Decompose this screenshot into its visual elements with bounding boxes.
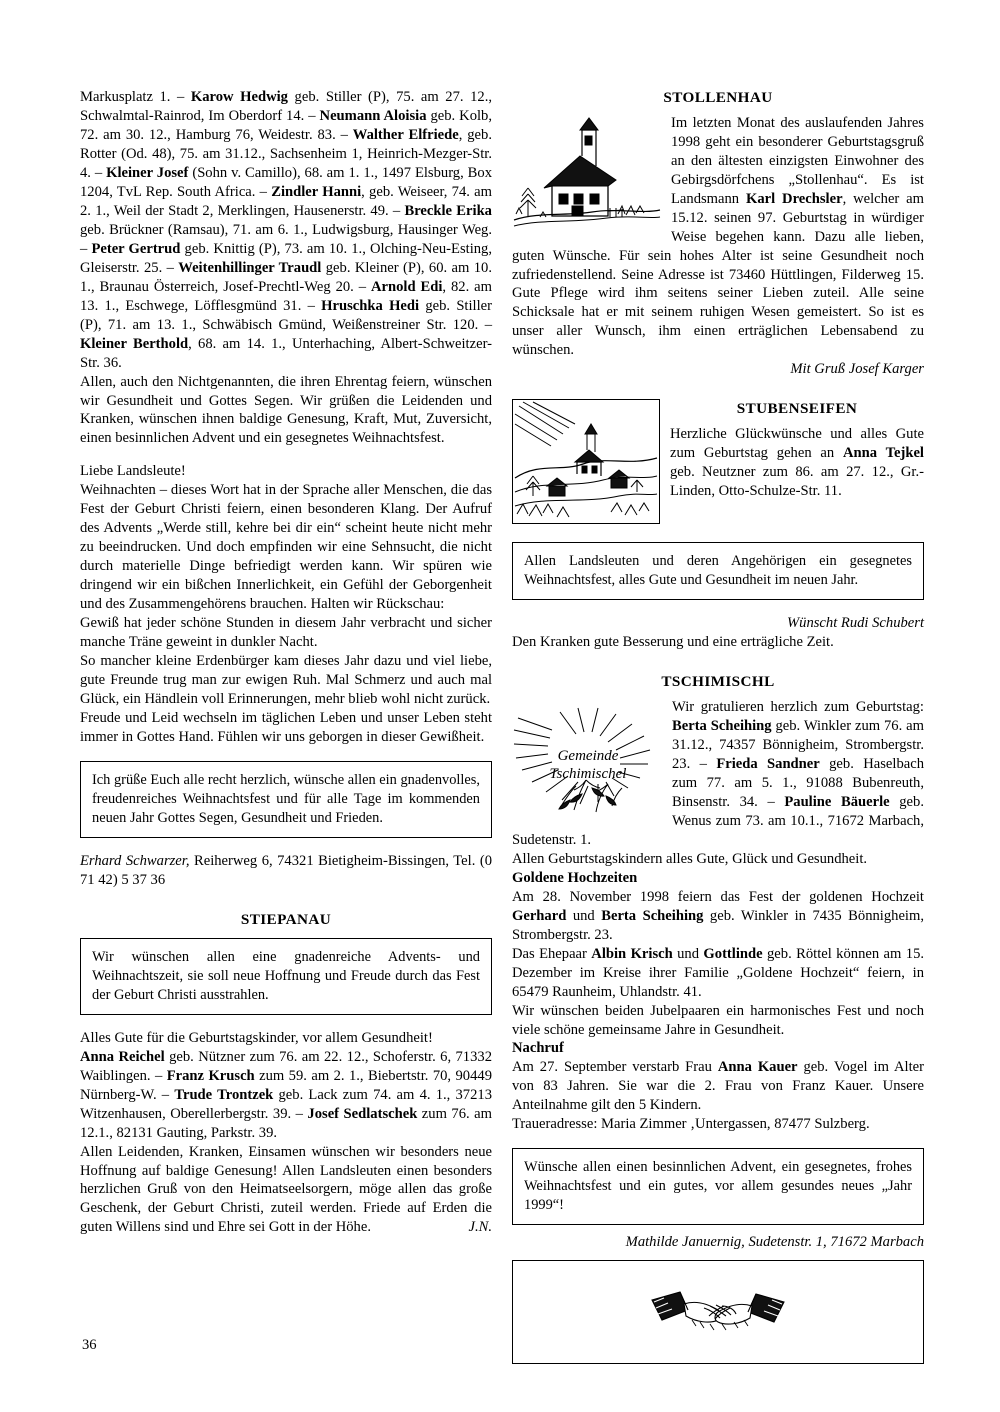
nachruf-text: Am 27. September verstarb Frau Anna Kauer geb. Vogel im Alter von 83 Jahren. Sie war die 2. Frau von Franz Kauer. Unsere Anteilnahme gilt den 5 Kindern. [512,1059,925,1114]
stiepanau-text-1: Alles Gute für die Geburtstagskinder, vor allem Gesundheit! [80,1029,433,1046]
wunscht-signature-name: Rudi Schubert [840,615,924,632]
kranken-line: Den Kranken gute Besserung und eine erträgliche Zeit. [512,634,834,651]
stubenseifen-text: Herzliche Glückwünsche und alles Gute zum Geburtstag gehen an Anna Tejkel geb. Neutzner zum 86. am 27. 12., Gr.-Linden, Otto-Schulze-Str. 11. [670,426,924,499]
stubenseifen-heading: STUBENSEIFEN [736,400,858,418]
community-seal-illustration [512,700,664,820]
goldene-text-1: Am 28. November 1998 feiern das Fest der goldenen Hochzeit Gerhard und Berta Scheihing geb. Winkler in 7435 Bönnigheim, Strombergstr. 23. [512,888,924,943]
landscape-illustration-frame [512,399,660,524]
final-signature [512,1233,924,1252]
seal-text-line2: Tschimischel [549,766,627,783]
tschimischl-text: Wir gratulieren herzlich zum Geburtstag: Berta Scheihing geb. Winkler zum 76. am 31.12., 74357 Bönnigheim, Strombergstr. 23. – Frieda Sandner geb. Haselbach zum 77. am 5. 1., 91088 Bubenreuth, Binsenstr. 34. – Pauline Bäuerle geb. Wenus zum 73. am 10.1., 71672 Marbach, Sudetenstr. 1. [512,699,925,848]
stiepanau-birthdays: Anna Reichel geb. Nützner zum 76. am 22. 12., Schoferstr. 6, 71332 Waiblingen. – Franz Krusch zum 59. am 2. 1., Biebertstr. 70, 90449 Nürnberg-W. – Trude Trontzek geb. Lack zum 74. am 4. 1., 37213 Witzenhausen, Oberellerbergstr. 39. – Josef Sedlatschek zum 76. am 12.1., 82131 Gauting, Parkstr. 39. [80,1048,492,1141]
stollenhau-text-1: Im letzten Monat des auslaufenden Jahres 1998 geht ein besonderer Geburtstagsgruß an den ältesten einzigsten Einwohner des Gebirgsdörfchens „Stollenhau“. Es ist Landsmann Karl Drechsler, welcher am 15.12. seinen 97. Geburtstag in würdiger Weise begehen kann. Dazu alle lieben, guten Wünsche. Für sein hohes Alter ist seine Gesundheit noch zufriedenstellend. Seine Adresse ist 73460 Hüttlingen, Filderweg 15. Gute Pflege wird ihm seitens seiner Lieben zuteil. Alle seine Schicksale hat er mit seinem ruhigen Wesen gemeistert. So ist es unser aller Wunsch, ihm einen erträglichen Lebensabend zu wünschen. [512,114,924,359]
tschimischl-heading: TSCHIMISCHL [661,673,775,691]
advent-text-4: Freude und Leid wechseln im täglichen Leben und unser Leben steht immer in Gottes Hand. Fühlen wir uns geborgen in dieser Gewißheit. [80,710,492,745]
final-signature-name: Mathilde Januernig, [625,1234,745,1251]
obituary-list: Markusplatz 1. – Karow Hedwig geb. Stiller (P), 75. am 27. 12., Schwalmtal-Rainrod, Im Oberdorf 14. – Neumann Aloisia geb. Kolb, 72. am 30. 12., Hamburg 76, Weidestr. 83. – Walther Elfriede, geb. Rotter (Od. 48), 75. am 31.12., Sachsenheim 1, Heinrich-Mezger-Str. 4. – Kleiner Josef (Sohn v. Camillo), 68. am 1. 1., 1497 Elsburg, Box 1204, TvL Rep. South Africa. – Zindler Hanni, geb. Weiseer, 74. am 2. 1., Weil der Stadt 2, Merklingen, Hausenerstr. 49. – Breckle Erika geb. Brückner (Ramsau), 71. am 6. 1., Ludwigsburg, Hausinger Weg. – Peter Gertrud geb. Knittig (P), 73. am 10. 1., Olching-Neu-Esting, Gleiserstr. 25. – Weitenhillinger Traudl geb. Kleiner (P), 60. am 10. 1., Braunau Österreich, Josef-Prechtl-Weg 20. – Arnold Edi, 82. am 13. 1., Eschwege, Löfflesgmünd 31. – Hruschka Hedi geb. Stiller (P), 71. am 13. 1., Schwäbisch Gmünd, Weißenstreiner Str. 120. – Kleiner Berthold, 68. am 14. 1., Unterhaching, Albert-Schweitzer-Str. 36. [80,89,493,371]
handshake-illustration-frame [512,1260,924,1364]
wunscht-signature [512,614,924,633]
signature-address: Erhard Schwarzer, Reiherweg 6, 74321 Bietigheim-Bissingen, Tel. (0 71 42) 5 37 36 [80,852,492,888]
stiepanau-text-2 [80,1143,492,1238]
stollenhau-signature-prefix: Mit Gruß [790,361,849,378]
greeting-box: Ich grüße Euch alle recht herzlich, wünsche allen ein gnadenvolles, freudenreiches Weihnachtsfest und für alle Tage im kommenden neuen Jahr Gottes Segen, Gesundheit und Frieden. [80,761,492,838]
seal-text-line1: Gemeinde [557,748,619,765]
stollenhau-signature [512,360,924,379]
advent-text-3: So mancher kleine Erdenbürger kam dieses Jahr dazu und viel liebe, gute Freunde trug man zur ewigen Ruh. Mal Schmerz und auch mal Glück, ein Händlein voll Erinnerungen, mehr blieb wohl nicht zurück. [80,653,492,708]
stiepanau-box: Wir wünschen allen eine gnadenreiche Advents- und Weihnachtszeit, sie soll neue Hoffnung und Freude durch das Fest der Geburt Christi ausstrahlen. [80,938,492,1015]
stiepanau-heading: STIEPANAU [240,910,332,928]
right-column [512,88,924,1364]
page-number: 36 [82,1337,97,1353]
advent-text-1: Weihnachten – dieses Wort hat in der Sprache aller Menschen, die das Fest der Geburt Christi feiern, einen besonderen Klang. Der Aufruf des Advents „Werde still, kehre bei dir ein“ scheint heute nicht mehr zu beeindrucken. Und doch empfinden wir eine Sehnsucht, die nicht durch materielle Dinge befriedigt werden kann. Wir spüren wie dringend wir ein bißchen Innerlichkeit, ein Gefühl der Geborgenheit und des Zusammengehörens brauchen. Halten wir Rückschau: [80,482,492,613]
nachruf-heading: Nachruf [512,1040,564,1057]
church-village-illustration [512,116,662,236]
stiepanau-initials: J.N. [468,1219,492,1236]
goldene-text-2: Das Ehepaar Albin Krisch und Gottlinde geb. Röttel können am 15. Dezember im Kreise ihrer Familie „Goldene Hochzeit“ feiern, in 65479 Raunheim, Uhlandstr. 41. [512,945,925,1000]
goldene-hochzeiten-heading: Goldene Hochzeiten [512,869,638,886]
tschimischl-text-2: Allen Geburtstagskindern alles Gute, Glück und Gesundheit. [512,850,868,867]
wunscht-prefix: Wünscht [786,615,841,632]
greeting-paragraph: Allen, auch den Nichtgenannten, die ihren Ehrentag feiern, wünschen wir Gesundheit und Gottes Segen. Wir grüßen die Leidenden und Kranken, wünschen ihnen baldige Genesung, Kraft, Mut, Zuversicht, einen besinnlichen Advent und ein gesegnetes Weihnachtsfest. [80,373,492,447]
left-column [80,88,492,1237]
final-signature-rest: Sudetenstr. 1, 71672 Marbach [744,1234,924,1251]
wunsch-box: Wünsche allen einen besinnlichen Advent, ein gesegnetes, frohes Weihnachtsfest und ein gutes, vor allem gesundes neues „Jahr 1999“! [512,1148,924,1225]
stubenseifen-box: Allen Landsleuten und deren Angehörigen ein gesegnetes Weihnachtsfest, alles Gute und Gesundheit im neuen Jahr. [512,542,924,600]
advent-text-2: Gewiß hat jeder schöne Stunden in diesem Jahr verbracht und sicher manche Träne geweint in dunkler Nacht. [80,615,492,651]
stiepanau-text-2-body: Allen Leidenden, Kranken, Einsamen wünschen wir besonders neue Hoffnung auf baldige Genesung! Allen Landsleuten einen besonders herzlichen Gruß von den Heimatseelsorgern, möge allen das große Geschenk, der Geburt Christi, zuteil werden. Friede auf Erden die guten Willens sind und Ehre sei Gott in der Höhe. [80,1143,492,1236]
trauer-address: Traueradresse: Maria Zimmer ‚Untergassen, 87477 Sulzberg. [512,1116,870,1133]
salutation: Liebe Landsleute! [80,463,186,480]
goldene-text-3: Wir wünschen beiden Jubelpaaren ein harmonisches Fest und noch viele schöne gemeinsame Jahre in Gesundheit. [512,1002,924,1038]
stollenhau-heading: STOLLENHAU [663,89,773,106]
stollenhau-signature-name: Josef Karger [848,361,924,378]
